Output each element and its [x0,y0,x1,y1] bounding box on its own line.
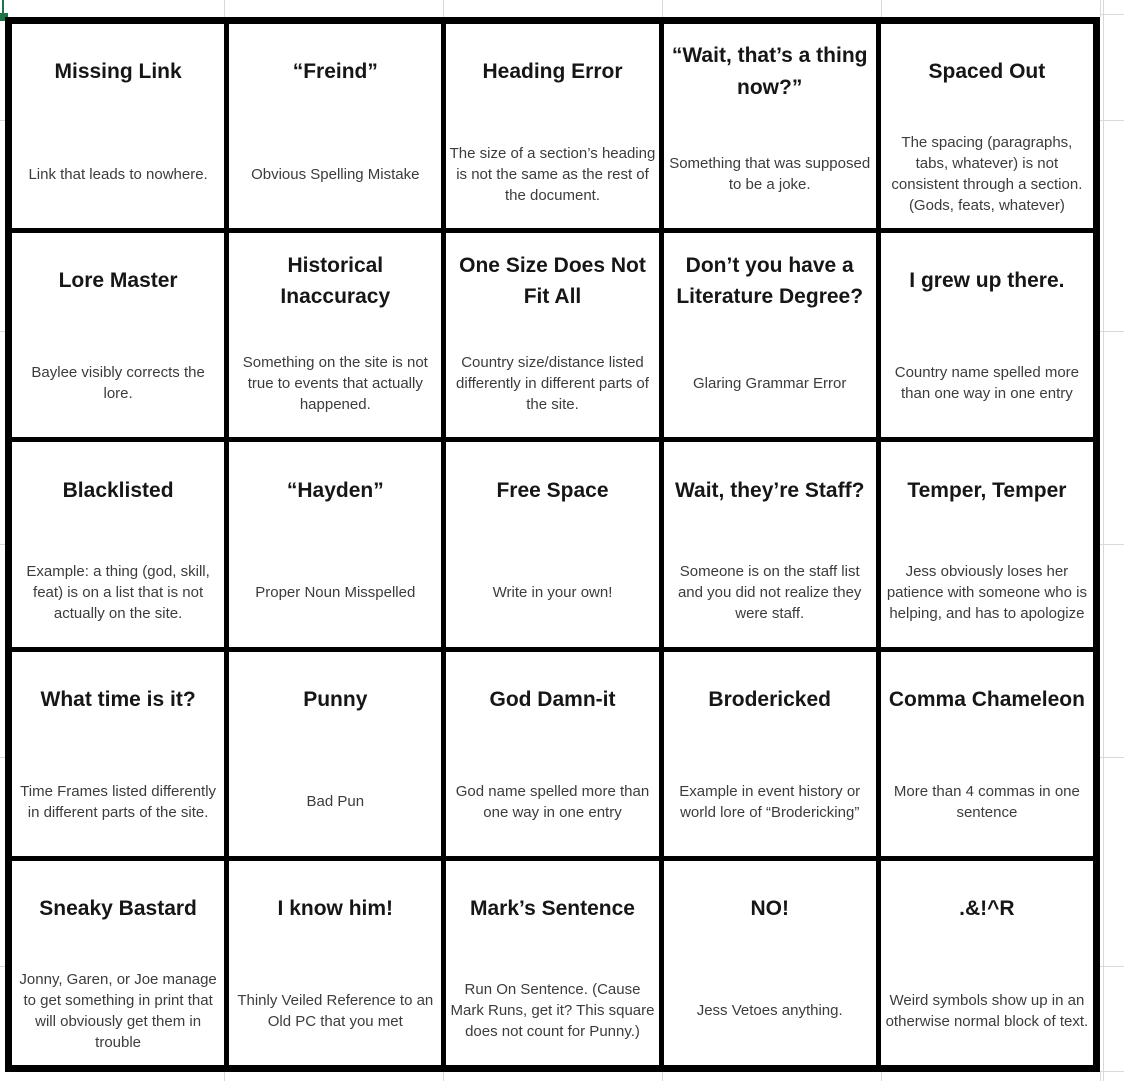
bingo-cell-r1c2[interactable] [229,24,441,228]
bingo-cell-r3c4[interactable] [664,442,876,646]
bingo-cell-r5c2[interactable] [229,861,441,1065]
cell-title: Historical Inaccuracy [280,253,391,309]
cell-title: Lore Master [58,269,178,293]
sheet-gridline [1100,1072,1101,1081]
bingo-cell-r3c2[interactable] [229,442,441,646]
bingo-cell-r2c1[interactable] [12,233,224,437]
cell-description: Weird symbols show up in an otherwise normal block of text. [885,991,1089,1030]
bingo-cell-r1c5[interactable] [881,24,1093,228]
bingo-cell-r2c5[interactable] [881,233,1093,437]
cell-title: What time is it? [40,687,196,711]
sheet-gridline [224,1072,225,1081]
cell-title: Wait, they’re Staff? [674,478,865,502]
bingo-cell-r2c2[interactable] [229,233,441,437]
sheet-gridline [1100,331,1124,332]
cell-title: Punny [303,687,368,711]
bingo-cell-r4c2[interactable] [229,652,441,856]
sheet-gridline [1100,757,1124,758]
cell-title: Spaced Out [928,60,1046,84]
cell-description: Obvious Spelling Mistake [251,165,420,183]
cell-description: Run On Sentence. (Cause Mark Runs, get it? This square does not count for Punny.) [450,981,655,1041]
cell-title: Missing Link [54,60,182,84]
cell-description: Proper Noun Misspelled [255,583,416,601]
cell-title: Blacklisted [62,478,174,502]
bingo-cell-r4c4[interactable] [664,652,876,856]
cell-description: Baylee visibly corrects the lore. [31,364,205,403]
cell-description: More than 4 commas in one sentence [893,782,1080,821]
bingo-cell-r3c1[interactable] [12,442,224,646]
cell-title: Heading Error [482,60,623,84]
sheet-gridline [881,1072,882,1081]
cell-title: “Hayden” [286,478,384,502]
bingo-cell-r3c3[interactable] [446,442,658,646]
cell-title: Comma Chameleon [888,687,1085,711]
cell-title: Temper, Temper [907,478,1067,502]
cell-description: Someone is on the staff list and you did not realize they were staff. [677,562,862,622]
bingo-cell-r1c3[interactable] [446,24,658,228]
sheet-gridline [1100,544,1124,545]
cell-description: Jonny, Garen, or Joe manage to get something in print that will obviously get them in trouble [19,970,217,1051]
sheet-gridline [1100,966,1124,967]
bingo-cell-r2c4[interactable] [664,233,876,437]
bingo-cell-r5c5[interactable] [881,861,1093,1065]
bingo-cell-r1c4[interactable] [664,24,876,228]
cell-description: Bad Pun [306,793,365,811]
cell-description: Example in event history or world lore of “Brodericking” [679,782,861,821]
cell-description: Write in your own! [492,583,613,601]
cell-title: I grew up there. [909,269,1065,293]
bingo-cell-r5c4[interactable] [664,861,876,1065]
sheet-gridline [224,0,225,17]
cell-description: Example: a thing (god, skill, feat) is on a list that is not actually on the site. [26,562,210,622]
cell-title: Don’t you have a Literature Degree? [676,253,864,309]
sheet-gridline [443,1072,444,1081]
cell-title: Brodericked [708,687,831,711]
cell-title: Free Space [496,478,609,502]
bingo-cell-r1c1[interactable] [12,24,224,228]
cell-title: I know him! [277,897,394,921]
bingo-cell-r2c3[interactable] [446,233,658,437]
cell-title: God Damn-it [489,687,616,711]
cell-title: “Freind” [292,60,378,84]
bingo-table [5,17,1100,1072]
cell-description: Jess Vetoes anything. [696,1002,843,1020]
bingo-cell-r5c3[interactable] [446,861,658,1065]
cell-description: Something that was supposed to be a joke. [669,155,871,194]
sheet-gridline [662,0,663,17]
bingo-cell-r3c5[interactable] [881,442,1093,646]
cell-description: Jess obviously loses her patience with someone who is helping, and has to apologize [886,562,1087,622]
cell-title: Mark’s Sentence [470,897,635,921]
cell-description: Something on the site is not true to events that actually happened. [242,353,428,413]
cell-description: Glaring Grammar Error [693,374,847,392]
cell-description: The size of a section’s heading is not the same as the rest of the document. [449,144,656,204]
sheet-gridline [1103,0,1104,1081]
sheet-gridline [662,1072,663,1081]
cell-description: Time Frames listed differently in different parts of the site. [20,782,217,821]
cell-description: Country size/distance listed differently in different parts of the site. [456,353,649,413]
cell-title: .&!^R [959,897,1015,921]
cell-description: God name spelled more than one way in one entry [455,782,650,821]
cell-description: Thinly Veiled Reference to an Old PC that you met [237,991,434,1030]
cell-title: “Wait, that’s a thing now?” [671,44,868,99]
sheet-gridline [1100,1071,1124,1072]
cell-title: One Size Does Not Fit All [459,253,646,309]
cell-description: Link that leads to nowhere. [28,165,208,183]
sheet-gridline [1100,14,1124,15]
cell-title: NO! [750,897,789,921]
sheet-gridline [1100,120,1124,121]
bingo-cell-r4c1[interactable] [12,652,224,856]
cell-title: Sneaky Bastard [39,897,197,921]
cell-description: The spacing (paragraphs, tabs, whatever) is not consistent through a section. (Gods, feats, whatever) [891,134,1083,215]
sheet-gridline [443,0,444,17]
bingo-cell-r4c5[interactable] [881,652,1093,856]
bingo-cell-r5c1[interactable] [12,861,224,1065]
cell-description: Country name spelled more than one way in one entry [894,364,1080,403]
sheet-gridline [881,0,882,17]
bingo-cell-r4c3[interactable] [446,652,658,856]
